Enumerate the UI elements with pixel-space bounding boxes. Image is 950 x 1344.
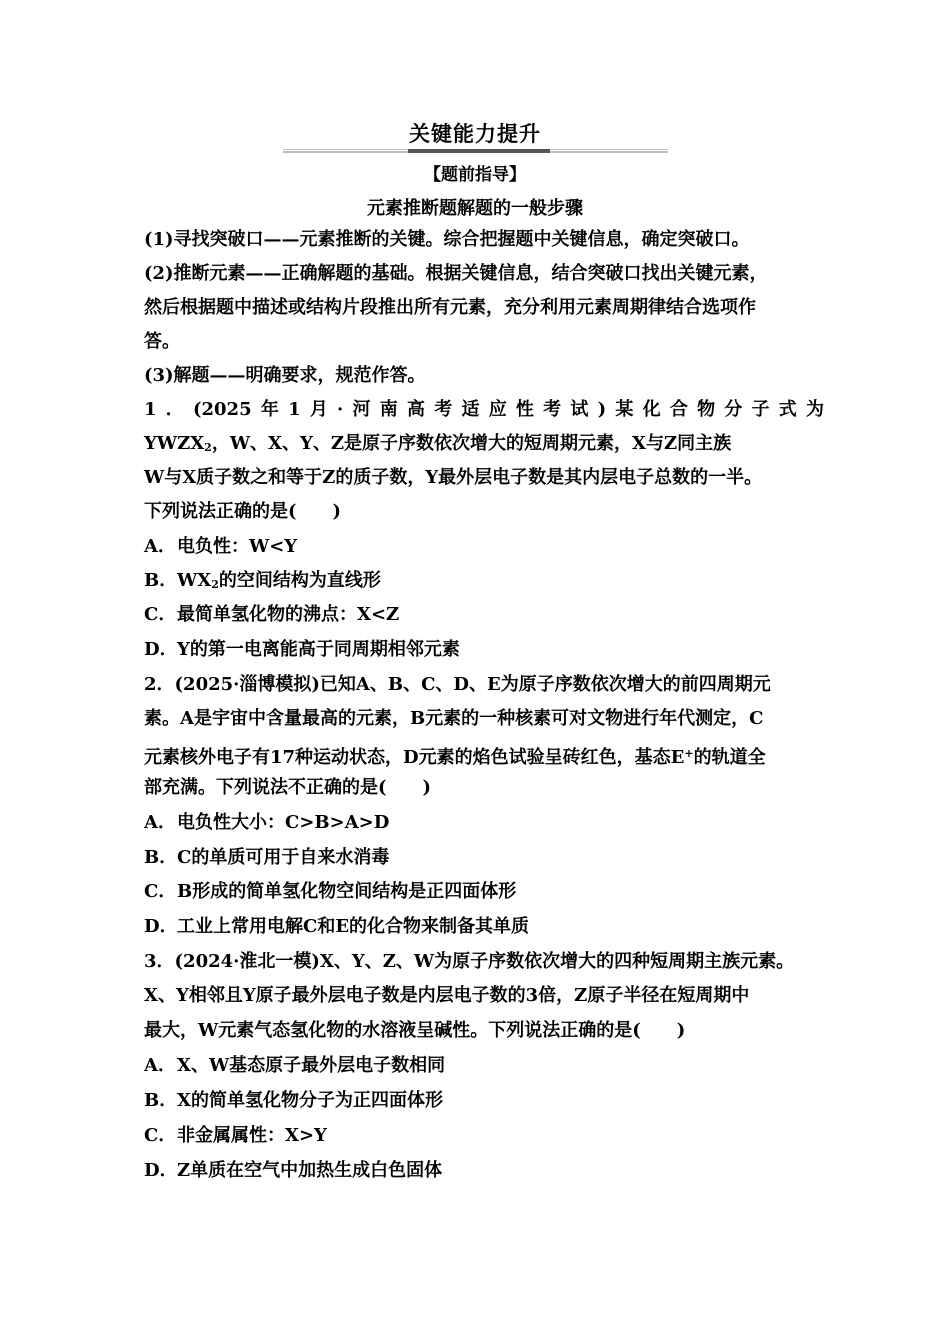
q1-formula: YWZX (144, 433, 205, 454)
option-letter: C． (144, 881, 177, 902)
q2-option-a (144, 811, 824, 835)
step-3: (3)解题——明确要求，规范作答。 (144, 365, 426, 386)
q1-option-a (144, 535, 824, 559)
q1-option-c (144, 603, 824, 627)
q1-stem-line-2-text: ，W、X、Y、Z是原子序数依次增大的短周期元素，X与Z同主族 (211, 433, 732, 454)
option-letter: D． (144, 639, 178, 660)
q1-option-b (144, 569, 824, 597)
q2-stem-line-3-tail: 的轨道全 (693, 747, 766, 768)
option-letter: D． (144, 1160, 178, 1181)
option-text: C的单质可用于自来水消毒 (177, 847, 390, 868)
option-letter: D． (144, 916, 178, 937)
option-letter: B． (144, 570, 178, 591)
option-letter: B． (144, 1090, 178, 1111)
q3-option-a (144, 1054, 824, 1078)
q3-stem-line-2: X、Y相邻且Y原子最外层电子数是内层电子数的3倍，Z原子半径在短周期中 (144, 985, 750, 1006)
option-text: 电负性：W<Y (177, 536, 298, 557)
q3-option-b (144, 1089, 824, 1113)
q3-option-d (144, 1159, 824, 1183)
step-2-line-2: 然后根据题中描述或结构片段推出所有元素，充分利用元素周期律结合选项作 (144, 297, 756, 318)
option-letter: B． (144, 847, 178, 868)
q3-option-c (144, 1124, 824, 1148)
q2-option-c (144, 880, 824, 904)
q2-stem-line-1: 2．(2025·淄博模拟)已知A、B、C、D、E为原子序数依次增大的前四周期元 (144, 674, 771, 695)
q2-option-b (144, 846, 824, 870)
option-text: Z单质在空气中加热生成白色固体 (177, 1160, 443, 1181)
option-text: X、W基态原子最外层电子数相同 (177, 1055, 446, 1076)
q2-option-d (144, 915, 824, 939)
option-text: 电负性大小：C>B>A>D (177, 812, 390, 833)
option-text: WX (177, 570, 212, 591)
option-text: 工业上常用电解C和E的化合物来制备其单质 (177, 916, 530, 937)
section-title: 关键能力提升 (409, 122, 541, 146)
option-text: B形成的简单氢化物空间结构是正四面体形 (177, 881, 517, 902)
q1-stem-line-2 (144, 432, 824, 460)
option-letter: A． (144, 1055, 176, 1076)
option-text: 非金属属性：X>Y (177, 1125, 327, 1146)
option-letter: A． (144, 536, 176, 557)
q1-stem-line-1: 1．(2025年1月·河南高考适应性考试)某化合物分子式为 (144, 399, 824, 420)
step-2-line-1: (2)推断元素——正确解题的基础。根据关键信息，结合突破口找出关键元素， (144, 263, 768, 284)
option-text: X的简单氢化物分子为正四面体形 (177, 1090, 443, 1111)
guide-heading: 【题前指导】 (424, 165, 526, 185)
q1-stem-line-3: W与X质子数之和等于Z的质子数，Y最外层电子数是其内层电子总数的一半。 (144, 467, 763, 488)
option-letter: C． (144, 1125, 177, 1146)
option-text: 最简单氢化物的沸点：X<Z (177, 604, 400, 625)
q2-ion-charge: + (684, 747, 694, 760)
option-letter: C． (144, 604, 177, 625)
q2-stem-line-2: 素。A是宇宙中含量最高的元素，B元素的一种核素可对文物进行年代测定，C (144, 708, 764, 729)
q1-stem-line-4: 下列说法正确的是( ) (144, 501, 342, 522)
q2-stem-line-3 (144, 742, 824, 770)
option-subscript: 2 (211, 578, 219, 591)
step-2-line-3: 答。 (144, 331, 180, 352)
option-text-tail: 的空间结构为直线形 (218, 570, 381, 591)
option-letter: A． (144, 812, 176, 833)
title-underline-accent (408, 149, 550, 153)
q2-stem-line-3-text: 元素核外电子有17种运动状态，D元素的焰色试验呈砖红色，基态E (144, 747, 685, 768)
q1-formula-subscript: 2 (204, 441, 212, 454)
guide-subtitle: 元素推断题解题的一般步骤 (367, 198, 583, 219)
q2-stem-line-4: 部充满。下列说法不正确的是( ) (144, 777, 432, 798)
step-1: (1)寻找突破口——元素推断的关键。综合把握题中关键信息，确定突破口。 (144, 229, 750, 250)
option-text: Y的第一电离能高于同周期相邻元素 (177, 639, 460, 660)
q1-option-d (144, 638, 824, 662)
q3-stem-line-3: 最大，W元素气态氢化物的水溶液呈碱性。下列说法正确的是( ) (144, 1020, 686, 1041)
q3-stem-line-1: 3．(2024·淮北一模)X、Y、Z、W为原子序数依次增大的四种短周期主族元素。 (144, 951, 795, 972)
